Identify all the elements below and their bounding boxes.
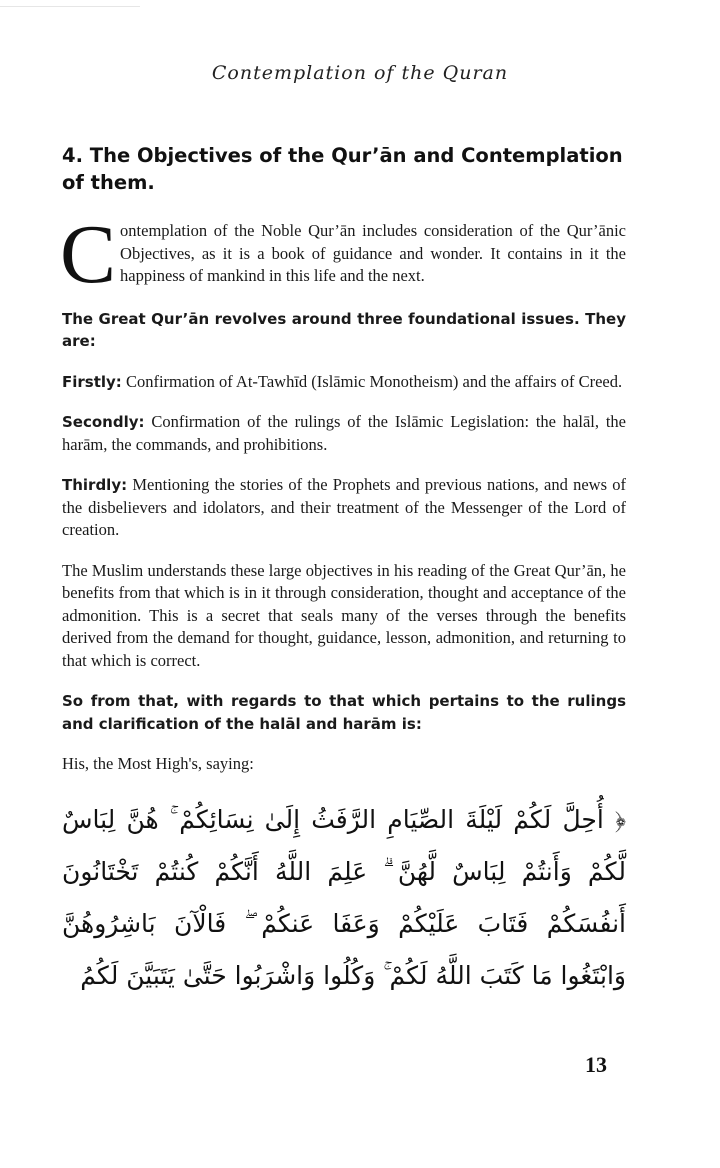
point-text: Confirmation of the rulings of the Islāmic Legislation: the halāl, the harām, the commands, and prohibitions. bbox=[62, 412, 626, 454]
foundational-issues-line: The Great Qur’ān revolves around three foundational issues. They are: bbox=[62, 309, 626, 350]
point-secondly bbox=[62, 411, 626, 456]
section-heading: 4. The Objectives of the Qur’ān and Contemplation of them. bbox=[62, 144, 623, 194]
point-text: Confirmation of At-Tawhīd (Islāmic Monotheism) and the affairs of Creed. bbox=[121, 371, 623, 391]
arabic-verse: ﴿ أُحِلَّ لَكُمْ لَيْلَةَ الصِّيَامِ الرَّفَثُ إِلَىٰ نِسَائِكُمْ ۚ هُنَّ لِبَاسٌ لَّكُمْ وَأَنتُمْ لِبَاسٌ لَّهُنَّ ۗ عَلِمَ اللَّهُ أَنَّكُمْ كُنتُمْ تَخْتَانُونَ أَنفُسَكُمْ فَتَابَ عَلَيْكُمْ وَعَفَا عَنكُمْ ۖ فَالْآنَ بَاشِرُوهُنَّ وَابْتَغُوا مَا كَتَبَ اللَّهُ لَكُمْ ۚ وَكُلُوا وَاشْرَبُوا حَتَّىٰ يَتَبَيَّنَ لَكُمُ bbox=[62, 804, 626, 990]
running-head: Contemplation of the Quran bbox=[211, 62, 509, 84]
page-number: 13 bbox=[585, 1052, 607, 1077]
page-content bbox=[62, 142, 626, 1002]
point-label: Thirdly: bbox=[62, 476, 128, 494]
scan-corner-mark bbox=[0, 6, 140, 9]
rulings-line: So from that, with regards to that which pertains to the rulings and clarification of the halāl and harām is: bbox=[62, 692, 626, 733]
drop-cap: C bbox=[60, 208, 117, 301]
point-thirdly bbox=[62, 474, 626, 542]
intro-text: ontemplation of the Noble Qur’ān includes consideration of the Qur’ānic Objectives, as it is a book of guidance and wonder. It contains in it the happiness of mankind in this life and the next. bbox=[120, 221, 626, 285]
point-text: Mentioning the stories of the Prophets and previous nations, and news of the disbelievers and idolators, and their treatment of the Messenger of the Lord of creation. bbox=[62, 475, 626, 539]
muslim-paragraph: The Muslim understands these large objectives in his reading of the Great Qur’ān, he benefits from that which is in it through consideration, thought and acceptance of the admonition. This is a secret that seals many of the verses through the benefits derived from the demand for thought, guidance, lesson, admonition, and returning to that which is correct. bbox=[62, 560, 626, 670]
point-label: Secondly: bbox=[62, 413, 145, 431]
point-firstly bbox=[62, 371, 626, 394]
saying-line: His, the Most High's, saying: bbox=[62, 754, 254, 773]
intro-paragraph bbox=[60, 208, 626, 301]
point-label: Firstly: bbox=[62, 372, 122, 391]
